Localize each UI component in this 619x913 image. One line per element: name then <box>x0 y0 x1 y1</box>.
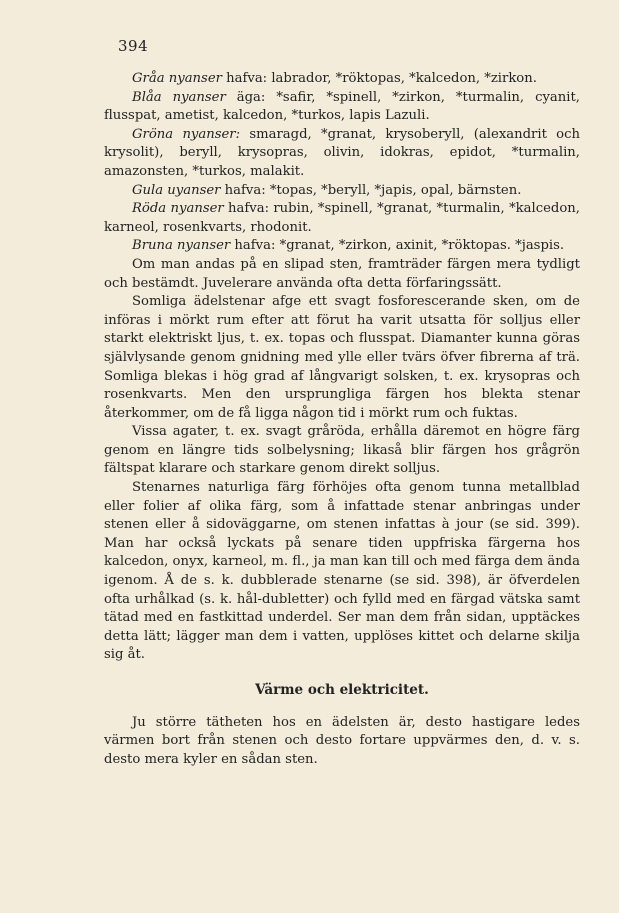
paragraph <box>104 423 580 479</box>
paragraph-text: hafva: *topas, *beryll, *japis, opal, bärnsten. <box>220 182 522 198</box>
paragraph-lead: Gråa nyanser <box>132 71 222 86</box>
paragraph-text: Om man andas på en slipad sten, framträder färgen mera tydligt och bestämdt. Juvelerare använda ofta detta förfaringssätt. <box>104 256 580 291</box>
paragraph <box>104 200 580 237</box>
paragraph-text: hafva: labrador, *röktopas, *kalcedon, *zirkon. <box>221 71 537 86</box>
paragraph <box>104 89 580 126</box>
paragraph-lead: Gröna nyanser: <box>132 126 241 142</box>
paragraph <box>104 293 580 423</box>
paragraph <box>104 182 580 201</box>
paragraph-text: hafva: *granat, *zirkon, axinit, *röktopas. *jaspis. <box>230 238 565 254</box>
page-number: 394 <box>118 37 149 55</box>
paragraph <box>104 126 580 182</box>
paragraph <box>104 70 580 89</box>
paragraph-text: hafva: rubin, *spinell, *granat, *turmalin, *kalcedon, karneol, rosenkvarts, rhodonit. <box>104 201 580 235</box>
paragraph-lead: Röda nyanser <box>132 201 224 217</box>
paragraph-lead: Blåa nyanser <box>132 89 226 105</box>
paragraph-text: Ju större tätheten hos en ädelsten är, desto hastigare ledes värmen bort från stenen och desto fortare uppvärmes den, d. v. s. desto mera kyler en sådan sten. <box>104 714 580 767</box>
paragraph-text: smaragd, *granat, krysoberyll, (alexandrit och krysolit), beryll, krysopras, olivin, idokras, epidot, *turmalin, amazonsten, *turkos, malakit. <box>104 126 580 179</box>
paragraph-text: Stenarnes naturliga färg förhöjes ofta genom tunna metallblad eller folier af olika färg, som å infattade stenar anbringas under stenen eller å sidoväggarne, om stenen infattas à jour (se sid. 399). Man har också lyckats på senare tiden uppfriska färgerna hos kalcedon, onyx, karneol, m. fl., ja man kan till och med färga dem ända igenom. Å de s. k. dubblerade stenarne (se sid. 398), är öfverdelen ofta urhålkad (s. k. hål-dubletter) och fylld med en färgad vätska samt tätad med en fastkittad underdel. Ser man dem från sidan, upptäckes detta lätt; lägger man dem i vatten, upplöses kittet och delarne skilja sig åt. <box>104 480 580 663</box>
section-heading: Värme och elektricitet. <box>255 682 429 698</box>
paragraph-text: äga: *safir, *spinell, *zirkon, *turmalin, cyanit, flusspat, ametist, kalcedon, *turkos, lapis Lazuli. <box>104 89 580 124</box>
paragraph-lead: Bruna nyanser <box>132 238 231 254</box>
page-body <box>104 70 580 769</box>
paragraph-text: Vissa agater, t. ex. svagt gråröda, erhålla däremot en högre färg genom en längre tids solbelysning; likaså blir färgen hos grågrön fältspat klarare och starkare genom direkt solljus. <box>104 424 580 477</box>
paragraph-text: Somliga ädelstenar afge ett svagt fosforescerande sken, om de införas i mörkt rum efter att förut ha varit utsatta för solljus eller starkt elektriskt ljus, t. ex. topas och flusspat. Diamanter kunna göras självlysande genom gnidning med ylle eller tvärs öfver fibrerna af trä. Somliga blekas i hög grad af långvarigt solsken, t. ex. krysopras och rosenkvarts. Men den ursprungliga färgen hos blekta stenar återkommer, om de få ligga någon tid i mörkt rum och fuktas. <box>104 294 580 421</box>
paragraph <box>104 479 580 665</box>
paragraph <box>104 714 580 770</box>
paragraph <box>104 256 580 293</box>
paragraph-lead: Gula uyanser <box>132 182 221 198</box>
paragraph <box>104 237 580 256</box>
